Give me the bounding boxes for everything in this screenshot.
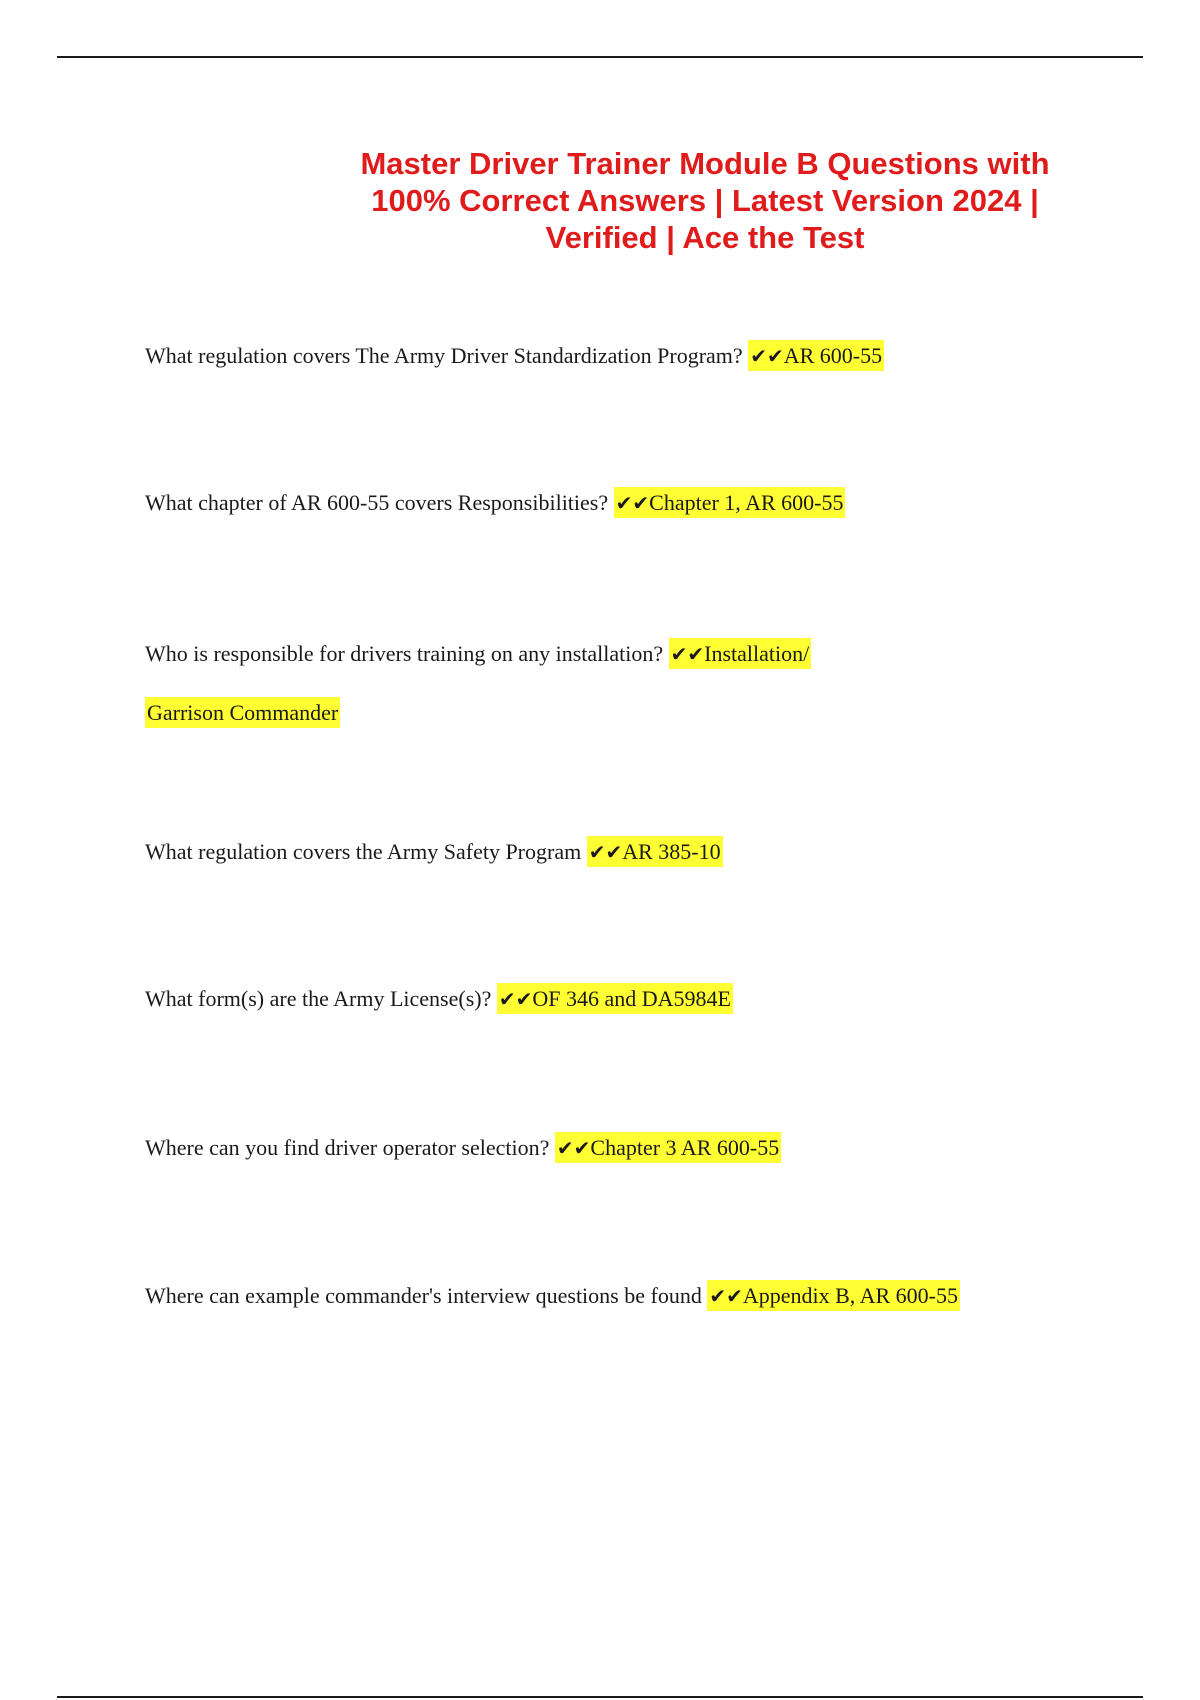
bottom-rule [57,1696,1143,1698]
answer-highlight [707,1280,960,1311]
double-check-icon: ✔✔ [556,1136,591,1160]
qa-item-3 [145,641,1105,667]
question-text: What form(s) are the Army License(s)? [145,986,497,1011]
question-text: Where can you find driver operator selection? [145,1135,555,1160]
answer-highlight [748,340,884,371]
document-title [330,145,1080,256]
answer-text: AR 600-55 [783,343,883,368]
qa-item-5 [145,986,1105,1012]
double-check-icon: ✔✔ [498,987,533,1011]
double-check-icon: ✔✔ [615,491,650,515]
qa-item-7 [145,1283,1105,1309]
double-check-icon: ✔✔ [750,344,784,368]
answer-text: Chapter 1, AR 600-55 [649,490,844,515]
double-check-icon: ✔✔ [588,840,623,864]
double-check-icon: ✔✔ [709,1284,743,1308]
question-text: What regulation covers the Army Safety Program [145,839,587,864]
answer-text: AR 385-10 [622,839,721,864]
qa-item-2 [145,490,1105,516]
answer-highlight [587,836,723,867]
qa-item-6 [145,1135,1105,1161]
question-text: What chapter of AR 600-55 covers Responsibilities? [145,490,614,515]
title-line-1: Master Driver Trainer Module B Questions with [360,146,1050,181]
qa-item-3-continued [145,700,1105,726]
answer-text: Appendix B, AR 600-55 [742,1283,958,1308]
answer-highlight [614,487,846,518]
answer-text: OF 346 and DA5984E [532,986,731,1011]
answer-text: Garrison Commander [147,700,339,725]
question-text: Where can example commander's interview questions be found [145,1283,708,1308]
title-line-3: Verified | Ace the Test [545,220,865,255]
answer-highlight [555,1132,781,1163]
question-text: Who is responsible for drivers training on any installation? [145,641,669,666]
qa-item-1 [145,343,1105,369]
question-text: What regulation covers The Army Driver Standardization Program? [145,343,749,368]
top-rule [57,56,1143,58]
title-line-2: 100% Correct Answers | Latest Version 2024 | [371,183,1039,218]
qa-item-4 [145,839,1105,865]
answer-text: Chapter 3 AR 600-55 [590,1135,780,1160]
answer-text: Installation/ [704,641,810,666]
answer-highlight [145,697,340,728]
answer-highlight [669,638,812,669]
double-check-icon: ✔✔ [670,642,705,666]
answer-highlight [497,983,733,1014]
